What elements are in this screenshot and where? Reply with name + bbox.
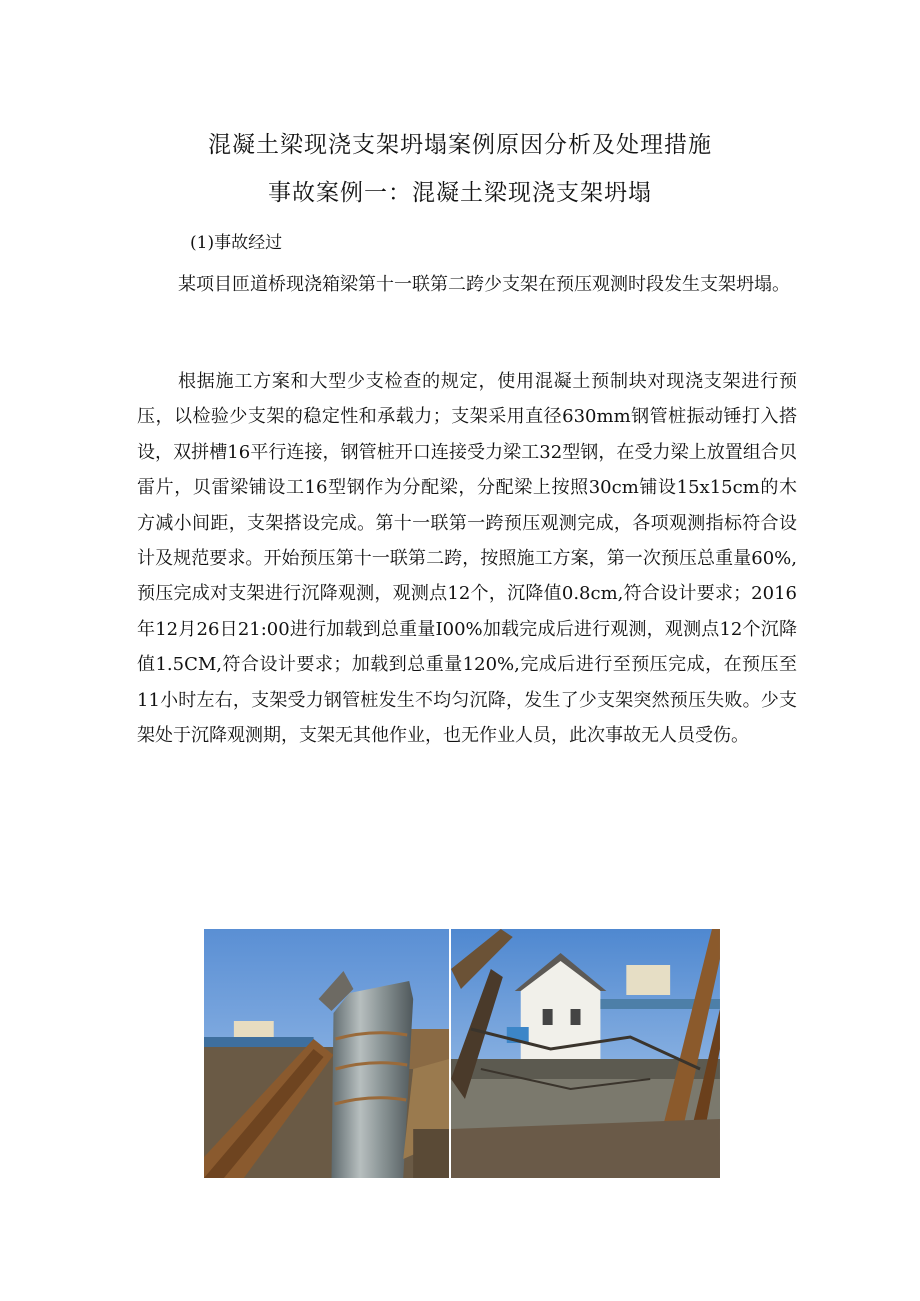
paragraph-2: 根据施工方案和大型少支检查的规定，使用混凝土预制块对现浇支架进行预压，以检验少支架的稳定性和承载力；支架采用直径630mm钢管桩振动锤打入搭设，双拼槽16平行连接，钢管桩开口连接受力梁工32型钢，在受力梁上放置组合贝雷片，贝雷梁铺设工16型钢作为分配梁，分配梁上按照30cm铺设15x15cm的木方减小间距，支架搭设完成。第十一联第一跨预压观测完成，各项观测指标符合设计及规范要求。开始预压第十一联第二跨，按照施工方案，第一次预压总重量60%,预压完成对支架进行沉降观测，观测点12个，沉降值0.8cm,符合设计要求；2016年12月26日21:00进行加载到总重量I00%加载完成后进行观测，观测点12个沉降值1.5CM,符合设计要求；加载到总重量120%,完成后进行至预压完成，在预压至11小时左右，支架受力钢管桩发生不均匀沉降，发生了少支架突然预压失败。少支架处于沉降观测期，支架无其他作业，也无作业人员，此次事故无人员受伤。 — [137, 371, 797, 747]
section-heading: (1)事故经过 — [190, 233, 283, 253]
document-subtitle: 事故案例一：混凝土梁现浇支架坍塌 — [268, 180, 652, 206]
accident-photos — [204, 929, 720, 1178]
document-title: 混凝土梁现浇支架坍塌案例原因分析及处理措施 — [208, 132, 712, 158]
paragraph-1: 某项目匝道桥现浇箱梁第十一联第二跨少支架在预压观测时段发生支架坍塌。 — [178, 274, 790, 295]
collapsed-pile-photo — [204, 929, 449, 1178]
collapsed-frame-image — [451, 929, 720, 1178]
collapsed-frame-photo — [449, 929, 720, 1178]
collapsed-pile-image — [204, 929, 449, 1178]
